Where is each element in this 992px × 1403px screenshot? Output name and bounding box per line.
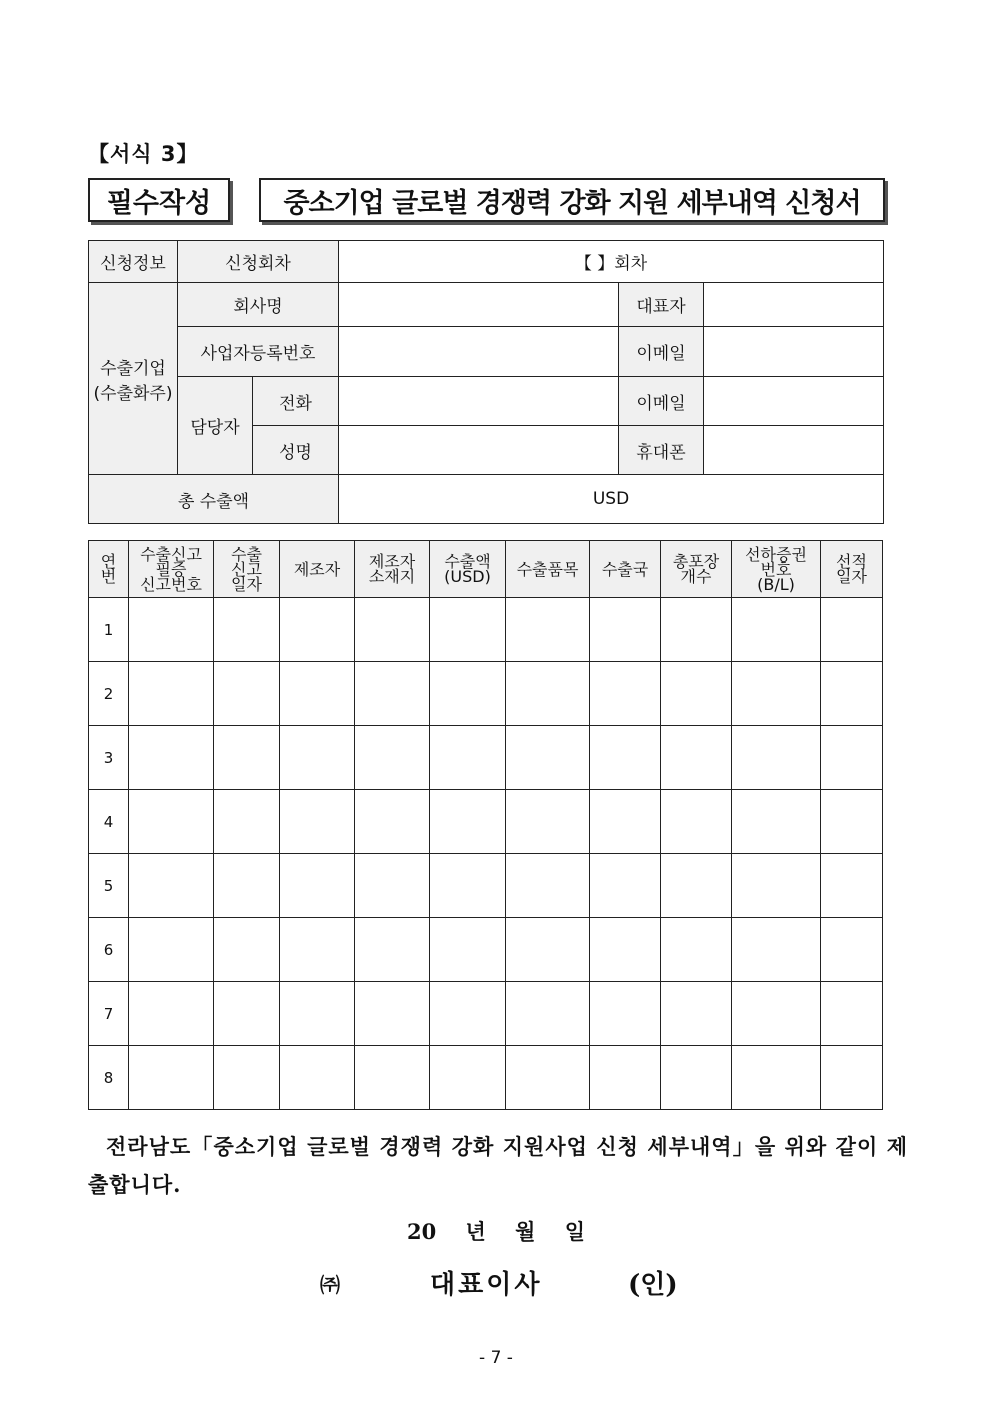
table-cell[interactable]: [280, 854, 355, 918]
column-header: [129, 541, 214, 598]
table-cell[interactable]: [430, 918, 506, 982]
name-label: 성명: [253, 426, 339, 475]
contact-email-label: 이메일: [619, 377, 704, 426]
apply-round-field[interactable]: 【 】회차: [339, 241, 884, 283]
table-cell[interactable]: [661, 662, 732, 726]
column-header-line: 제조자: [368, 552, 416, 571]
table-cell[interactable]: [430, 854, 506, 918]
table-cell[interactable]: [280, 726, 355, 790]
table-cell[interactable]: [430, 662, 506, 726]
table-row: [89, 854, 883, 918]
table-cell[interactable]: [661, 918, 732, 982]
column-header: [214, 541, 280, 598]
section-exporter: [89, 283, 178, 475]
table-cell[interactable]: [821, 918, 883, 982]
table-cell[interactable]: [506, 790, 590, 854]
table-cell[interactable]: [506, 1046, 590, 1110]
total-export-field[interactable]: USD: [339, 475, 884, 524]
column-header-line: 소재지: [368, 567, 416, 586]
column-header-line: 수출국: [601, 559, 649, 579]
table-cell[interactable]: [355, 1046, 430, 1110]
email-field[interactable]: [704, 327, 884, 377]
table-cell[interactable]: [661, 598, 732, 662]
table-cell[interactable]: [732, 662, 821, 726]
column-header-line: 일자: [836, 567, 867, 586]
table-cell[interactable]: [732, 982, 821, 1046]
required-badge: 필수작성: [88, 178, 230, 222]
applicant-info-table: [88, 240, 884, 524]
table-cell[interactable]: [590, 918, 661, 982]
table-header-row: [89, 541, 883, 598]
corp-mark: ㈜: [320, 1273, 340, 1297]
table-cell[interactable]: [280, 662, 355, 726]
table-cell[interactable]: [129, 726, 214, 790]
table-cell[interactable]: [129, 598, 214, 662]
row-number: 1: [89, 598, 129, 662]
table-cell[interactable]: [661, 982, 732, 1046]
table-cell[interactable]: [214, 1046, 280, 1110]
page-number: - 7 -: [479, 1348, 513, 1368]
column-header-line: 제조자: [293, 559, 341, 579]
table-cell[interactable]: [129, 982, 214, 1046]
exporter-label: 수출기업: [100, 358, 166, 379]
table-row: [89, 726, 883, 790]
table-row: [89, 918, 883, 982]
table-cell[interactable]: [280, 790, 355, 854]
date-line: 20 년 월 일: [406, 1219, 585, 1244]
table-cell[interactable]: [355, 598, 430, 662]
table-cell[interactable]: [506, 662, 590, 726]
table-cell[interactable]: [430, 982, 506, 1046]
mobile-label: 휴대폰: [619, 426, 704, 475]
company-name-field[interactable]: [339, 283, 619, 327]
table-cell[interactable]: [129, 854, 214, 918]
contact-email-field[interactable]: [704, 377, 884, 426]
section-apply-info: 신청정보: [89, 241, 178, 283]
column-header-line: 신고: [231, 559, 262, 579]
table-cell[interactable]: [821, 726, 883, 790]
table-cell[interactable]: [355, 854, 430, 918]
table-cell[interactable]: [821, 662, 883, 726]
table-cell[interactable]: [732, 854, 821, 918]
form-number-label: 【서식 3】: [88, 142, 199, 166]
table-cell[interactable]: [506, 854, 590, 918]
table-cell[interactable]: [214, 854, 280, 918]
table-cell[interactable]: [430, 598, 506, 662]
column-header: [89, 541, 129, 598]
row-number: 4: [89, 790, 129, 854]
table-cell[interactable]: [590, 854, 661, 918]
table-cell[interactable]: [355, 982, 430, 1046]
table-cell[interactable]: [590, 1046, 661, 1110]
column-header: [590, 541, 661, 598]
table-body: [89, 598, 883, 1110]
column-header-line: 일자: [231, 574, 262, 594]
row-number: 3: [89, 726, 129, 790]
table-cell[interactable]: [506, 726, 590, 790]
column-header-line: 선하증권: [745, 544, 807, 564]
table-cell[interactable]: [590, 598, 661, 662]
ceo-field[interactable]: [704, 283, 884, 327]
table-row: [89, 598, 883, 662]
table-cell[interactable]: [430, 726, 506, 790]
table-cell[interactable]: [280, 598, 355, 662]
table-cell[interactable]: [661, 1046, 732, 1110]
column-header: [732, 541, 821, 598]
table-cell[interactable]: [129, 918, 214, 982]
table-cell[interactable]: [129, 790, 214, 854]
table-cell[interactable]: [732, 726, 821, 790]
column-header-line: 수출신고: [140, 544, 202, 564]
table-cell[interactable]: [129, 662, 214, 726]
company-name-label: 회사명: [178, 283, 339, 327]
table-cell[interactable]: [821, 1046, 883, 1110]
table-cell[interactable]: [506, 982, 590, 1046]
column-header-line: 수출: [231, 544, 262, 564]
column-header-line: 필증: [155, 559, 187, 579]
column-header-line: 개수: [680, 567, 712, 586]
row-number: 7: [89, 982, 129, 1046]
column-header-line: 번호: [760, 559, 792, 579]
table-cell[interactable]: [732, 1046, 821, 1110]
table-cell[interactable]: [590, 790, 661, 854]
column-header: [821, 541, 883, 598]
table-cell[interactable]: [214, 982, 280, 1046]
table-cell[interactable]: [590, 726, 661, 790]
table-cell[interactable]: [280, 982, 355, 1046]
column-header-line: 번: [100, 567, 117, 586]
table-cell[interactable]: [355, 726, 430, 790]
column-header-line: 총포장: [672, 552, 720, 571]
phone-label: 전화: [253, 377, 339, 426]
exporter-sub-label: (수출화주): [93, 383, 173, 404]
row-number: 8: [89, 1046, 129, 1110]
table-cell[interactable]: [506, 918, 590, 982]
table-row: [89, 662, 883, 726]
table-cell[interactable]: [214, 726, 280, 790]
document-title: 중소기업 글로벌 경쟁력 강화 지원 세부내역 신청서: [259, 178, 885, 222]
table-cell[interactable]: [355, 790, 430, 854]
column-header: [430, 541, 506, 598]
column-header-line: 수출품목: [516, 559, 579, 579]
table-cell[interactable]: [214, 662, 280, 726]
table-cell[interactable]: [129, 1046, 214, 1110]
table-cell[interactable]: [280, 918, 355, 982]
table-cell[interactable]: [280, 1046, 355, 1110]
column-header-line: 연: [100, 552, 117, 571]
table-cell[interactable]: [821, 598, 883, 662]
representative-title: 대표이사: [430, 1270, 543, 1300]
table-cell[interactable]: [430, 1046, 506, 1110]
table-cell[interactable]: [732, 918, 821, 982]
row-number: 5: [89, 854, 129, 918]
column-header-line: 선적: [836, 552, 867, 571]
table-cell[interactable]: [590, 662, 661, 726]
signature-line: [0, 1264, 992, 1304]
table-cell[interactable]: [214, 918, 280, 982]
table-cell[interactable]: [732, 598, 821, 662]
ceo-label: 대표자: [619, 283, 704, 327]
mobile-field[interactable]: [704, 426, 884, 475]
table-row: [89, 790, 883, 854]
column-header-line: 수출액: [444, 552, 491, 571]
export-detail-table: [88, 540, 883, 1110]
apply-round-label: 신청회차: [178, 241, 339, 283]
column-header: [280, 541, 355, 598]
table-cell[interactable]: [590, 982, 661, 1046]
biz-reg-label: 사업자등록번호: [178, 327, 339, 377]
row-number: 2: [89, 662, 129, 726]
column-header: [355, 541, 430, 598]
submission-statement: 전라남도「중소기업 글로벌 경쟁력 강화 지원사업 신청 세부내역」을 위와 같이 제출합니다.: [88, 1134, 908, 1197]
biz-reg-field[interactable]: [339, 327, 619, 377]
contact-label: 담당자: [178, 377, 253, 475]
table-row: [89, 982, 883, 1046]
table-cell[interactable]: [661, 790, 732, 854]
table-row: [89, 1046, 883, 1110]
column-header-line: (USD): [444, 567, 491, 586]
row-number: 6: [89, 918, 129, 982]
table-cell[interactable]: [661, 854, 732, 918]
table-cell[interactable]: [355, 918, 430, 982]
column-header-line: (B/L): [757, 574, 795, 594]
column-header-line: 신고번호: [140, 574, 202, 594]
table-cell[interactable]: [821, 790, 883, 854]
table-cell[interactable]: [732, 790, 821, 854]
table-cell[interactable]: [821, 854, 883, 918]
table-cell[interactable]: [430, 790, 506, 854]
table-cell[interactable]: [661, 726, 732, 790]
email-label: 이메일: [619, 327, 704, 377]
table-cell[interactable]: [214, 598, 280, 662]
name-field[interactable]: [339, 426, 619, 475]
table-cell[interactable]: [821, 982, 883, 1046]
phone-field[interactable]: [339, 377, 619, 426]
total-export-label: 총 수출액: [89, 475, 339, 524]
table-cell[interactable]: [214, 790, 280, 854]
column-header: [506, 541, 590, 598]
table-cell[interactable]: [506, 598, 590, 662]
seal-mark: (인): [628, 1270, 678, 1300]
table-cell[interactable]: [355, 662, 430, 726]
column-header: [661, 541, 732, 598]
